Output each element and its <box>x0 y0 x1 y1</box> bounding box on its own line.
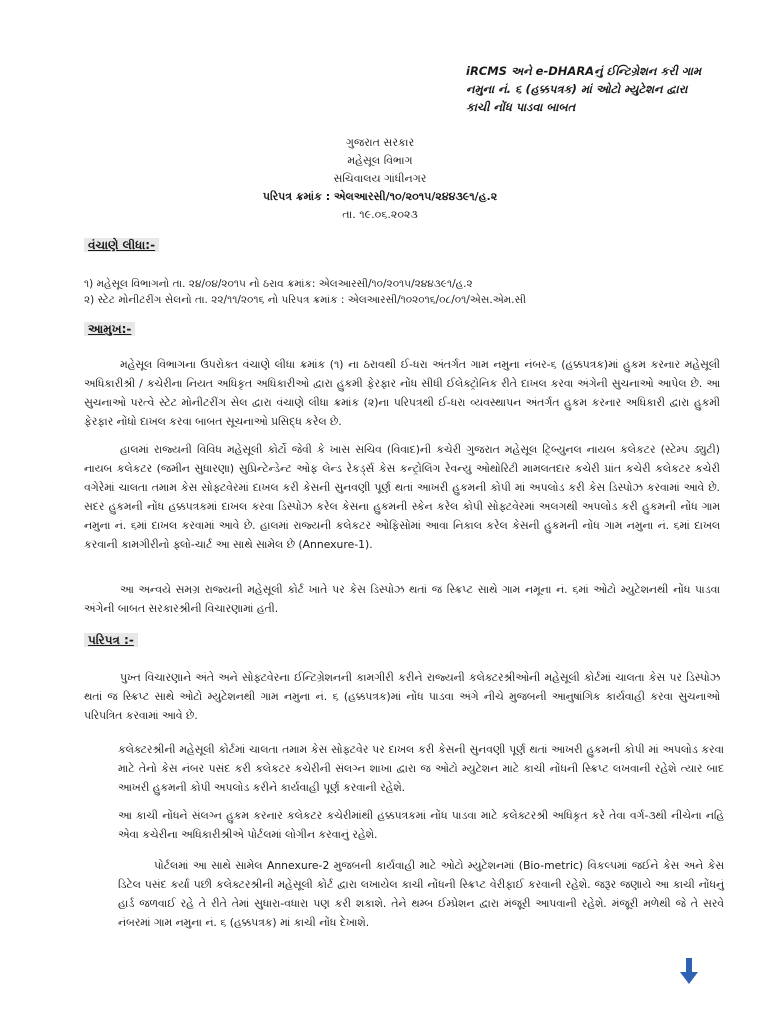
circular-heading: પરિપત્ર :- <box>84 633 138 648</box>
circular-number: પરિપત્ર ક્રમાંક : એલઆરસી/૧૦/૨૦૧૫/૨૪૪૩૯૧/હ.૨ <box>262 190 498 203</box>
reference-item: ૧) મહેસૂલ વિભાગનો તા. ૨૪/૦૪/૨૦૧૫ નો ઠરાવ ક્રમાંક: એલઆરસી/૧૦/૨૦૧૫/૨૪૪૩૯૧/હ.૨ <box>84 278 473 290</box>
reference-item: ૨) સ્ટેટ મોનીટરીંગ સેલનો તા. ૨૨/૧૧/૨૦૧૬ નો પરિપત્ર ક્રમાંક : એલઆરસી/૧૦૨૦૧૬/૦૮/૦૧/એસ.એમ.સી <box>84 294 527 306</box>
circular-paragraph-2: કલેક્ટરશ્રીની મહેસૂલી કોર્ટમાં ચાલતા તમામ કેસ સોફ્ટવેર પર દાખલ કરી કેસની સુનવણી પૂર્ણ થતાં આખરી હુકમની કોપી માં અપલોડ કરવા માટે તેનો કેસ નંબર પસંદ કરી કલેકટર કચેરીની સંલગ્ન શાખા દ્વારા જ ઓટો મ્યુટેશન માટે કાચી નોંધની સ્ક્રિપ્ટ લખવાની રહેશે ત્યાર બાદ આખરી હુકમની કોપી અપલોડ કરીને કાર્યવાહી પૂર્ણ કરવાની રહેશે. <box>118 743 724 794</box>
department-name: મહેસૂલ વિભાગ <box>347 154 413 167</box>
subject-line-2: નમુના નં. ૬ (હક્કપત્રક) માં ઓટો મ્યુટેશન દ્વારા <box>466 82 688 96</box>
letterhead <box>230 134 530 224</box>
read-heading: વંચાણે લીધા:- <box>84 238 159 253</box>
circular-date: તા. ૧૯.૦૬.૨૦૨૩ <box>342 208 418 221</box>
subject-block <box>466 62 726 116</box>
preamble-paragraph-2: હાલમાં રાજ્યની વિવિધ મહેસૂલી કોર્ટો જેવી કે ખાસ સચિવ (વિવાદ)ની કચેરી ગુજરાત મહેસૂલ ટ્રિબ્યુનલ નાયબ કલેકટર (સ્ટેમ્પ ડ્યુટી) નાયબ કલેકટર (જમીન સુધારણા) સુપ્રિન્ટેન્ડેન્ટ ઓફ લેન્ડ રેકર્ડ્સ કેસ કન્ટ્રોલિંગ રેવન્યુ ઓથોરિટી મામલતદાર કચેરી પ્રાંત કચેરી કલેકટર કચેરી વગેરેમાં ચાલતા તમામ કેસ સોફ્ટવેરમાં દાખલ કરી કેસની સુનવણી પૂર્ણ થતાં આખરી હુકમની કોપી માં અપલોડ કરી કેસ ડિસ્પોઝ કરવામાં આવે છે. સદર હુકમની નોંધ હક્કપત્રકમાં દાખલ કરવા ડિસ્પોઝ કરેલ કેસના હુકમની સ્કેન કરેલ કોપી સોફ્ટવેરમાં અલગથી અપલોડ કરી હુકમની નોંધ ગામ નમુના નં. ૬માં દાખલ કરવામાં આવે છે. હાલમાં રાજ્યની કલેકટર ઓફિસોમાં આવા નિકાલ કરેલ કેસની હુકમની નોંધ ગામ નમુના નં. ૬માં દાખલ કરવાની કામગીરીનો ફ્લો-ચાર્ટ આ સાથે સામેલ છે (Annexure-1). <box>84 443 720 551</box>
circular-paragraph-1: પુખ્ત વિચારણાને અંતે અને સોફ્ટવેરના ઈન્ટિગ્રેશનની કામગીરી કરીને રાજ્યની કલેક્ટરશ્રીઓની મહેસૂલી કોર્ટમાં ચાલતા કેસ પર ડિસ્પોઝ થતાં જ સ્ક્રિપ્ટ સાથે ઓટો મ્યુટેશનથી ગામ નમુના નં. ૬ (હક્કપત્રક)માં નોંધ પાડવા અંગે નીચે મુજબની આનુષાંગિક કાર્યવાહી કરવા સુચનાઓ પરિપત્રિત કરવામાં આવે છે. <box>84 671 720 722</box>
circular-paragraph-3: આ કાચી નોંધને સંલગ્ન હુકમ કરનાર કલેકટર કચેરીમાંથી હક્કપત્રકમાં નોંધ પાડવા માટે કલેક્ટરશ્રી અધિકૃત કરે તેવા વર્ગ-૩થી નીચેના નહિ એવા કચેરીના અધિકારીશ્રીએ પોર્ટલમાં લોગીન કરવાનું રહેશે. <box>118 809 724 841</box>
circular-paragraph-4: પોર્ટલમાં આ સાથે સામેલ Annexure-2 મુજબની કાર્યવાહી માટે ઓટો મ્યુટેશનમાં (Bio-metric) વિકલ્પમાં જઈને કેસ અને કેસ ડિટેલ પસંદ કર્યા પછી કલેક્ટરશ્રીની મહેસૂલી કોર્ટ દ્વારા લખાયેલ કાચી નોંધની સ્ક્રિપ્ટ વેરીફાઈ કરવાની રહેશે. જરૂર જણાયે આ કાચી નોંધનું હાર્ડ જળવાઈ રહે તે રીતે તેમાં સુધારા-વધારા પણ કરી શકાશે. તેને થમ્બ ઈમ્પ્રેશન દ્વારા મંજૂરી આપવાની રહેશે. મંજૂરી મળેથી જે તે સરવે નંબરમાં ગામ નમુના નં. ૬ (હક્કપત્રક) માં કાચી નોંધ દેખાશે. <box>118 859 724 929</box>
office-name: સચિવાલય ગાંધીનગર <box>333 172 427 185</box>
subject-line-3: કાચી નોંધ પાડવા બાબત <box>466 100 576 114</box>
preamble-paragraph-3: આ અન્વયે સમગ્ર રાજ્યની મહેસૂલી કોર્ટ ખાતે પર કેસ ડિસ્પોઝ થતાં જ સ્ક્રિપ્ટ સાથે ગામ નમૂના નં. ૬માં ઓટો મ્યુટેશનથી નોંધ પાડવા અંગેની બાબત સરકારશ્રીની વિચારણામાં હતી. <box>84 583 720 615</box>
reference-list <box>84 276 724 308</box>
government-name: ગુજરાત સરકાર <box>345 136 415 149</box>
preamble-paragraph-1: મહેસૂલ વિભાગના ઉપરોક્ત વંચાણે લીધા ક્રમાંક (૧) ના ઠરાવથી ઈ-ધરા અંતર્ગત ગામ નમુના નંબર-૬ (હક્કપત્રક)માં હુકમ કરનાર મહેસૂલી અધિકારીશ્રી / કચેરીના નિયત અધિકૃત અધિકારીઓ દ્વારા હુકમી ફેરફાર નોંધ સીધી ઈલેક્ટ્રોનિક રીતે દાખલ કરવા અંગેની સુચનાઓ આપેલ છે. આ સુચનાઓ પરત્વે સ્ટેટ મોનીટરીંગ સેલ દ્વારા વંચાણે લીધા ક્રમાંક (૨)ના પરિપત્રથી ઈ-ધરા વ્યવસ્થાપન અંતર્ગત હુકમ કરનાર અધિકારી દ્વારા હુકમી ફેરફાર નોંધો દાખલ કરવા બાબત સૂચનાઓ પ્રસિદ્ધ કરેલ છે. <box>84 358 720 428</box>
preamble-heading: આમુખ:- <box>84 322 135 337</box>
down-arrow-icon[interactable] <box>678 956 700 986</box>
subject-line-1: iRCMS અને e-DHARAનું ઈન્ટિગ્રેશન કરી ગામ <box>466 64 702 78</box>
